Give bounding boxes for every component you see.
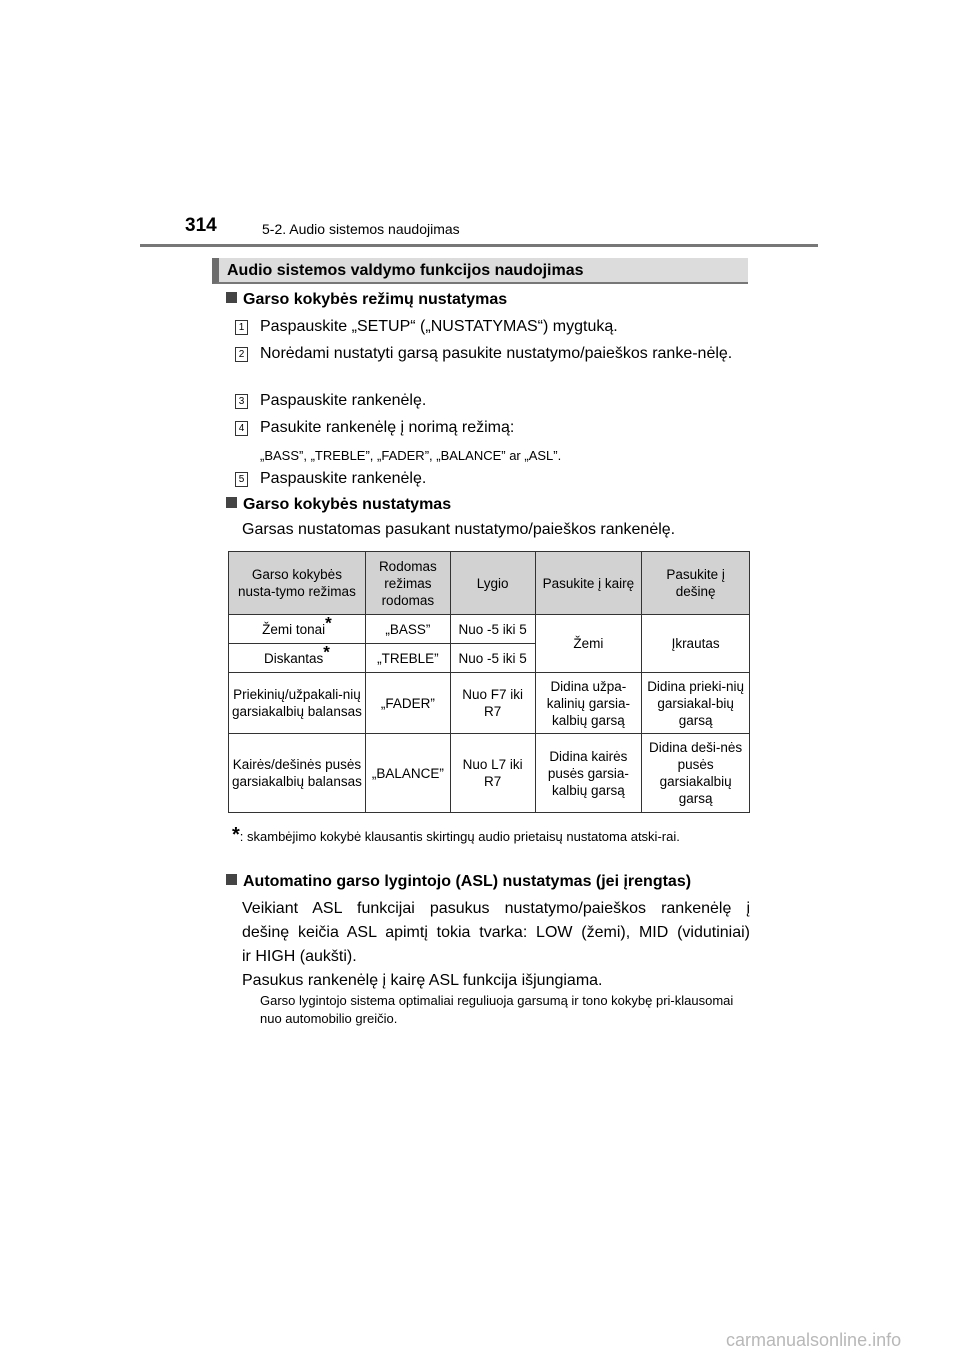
- table-cell: Žemi: [535, 615, 642, 673]
- table-cell: Nuo -5 iki 5: [450, 615, 535, 644]
- table-cell: [229, 615, 366, 644]
- square-bullet-icon: [226, 497, 237, 508]
- asl-line: dešinę keičia ASL apimtį tokia tvarka: LOW (žemi), MID (vidutiniai): [242, 924, 750, 941]
- table-cell: Didina prieki-nių garsiakal-bių garsą: [642, 673, 750, 734]
- step-text: Norėdami nustatyti garsą pasukite nustatymo/paieškos ranke-nėlę.: [260, 345, 733, 362]
- square-bullet-icon: [226, 292, 237, 303]
- asl-line: Pasukus rankenėlę į kairę ASL funkcija išjungiama.: [242, 972, 603, 989]
- table-header-cell: Rodomas režimas rodomas: [365, 552, 450, 615]
- table-row: [229, 615, 750, 644]
- table-cell: Nuo -5 iki 5: [450, 644, 535, 673]
- header-rule: [140, 244, 818, 247]
- footnote: [232, 826, 750, 846]
- step-text: Paspauskite „SETUP“ („NUSTATYMAS“) mygtuką.: [260, 318, 618, 335]
- footnote-star: *: [232, 824, 240, 846]
- page-number: 314: [185, 215, 217, 236]
- modes-note: „BASS”, „TREBLE”, „FADER”, „BALANCE” ar „ASL”.: [260, 448, 562, 463]
- asl-note: Garso lygintojo sistema optimaliai reguliuoja garsumą ir tono kokybę pri-klausomai nuo automobilio greičio.: [260, 993, 734, 1026]
- section-heading: 5-2. Audio sistemos naudojimas: [262, 221, 460, 237]
- step-text: Paspauskite rankenėlę.: [260, 470, 427, 487]
- step-number: 3: [235, 394, 248, 409]
- sound-quality-heading: [226, 496, 451, 514]
- table-cell: Nuo L7 iki R7: [450, 734, 535, 813]
- footnote-star: *: [323, 642, 330, 661]
- table-header-row: [229, 552, 750, 615]
- step-number: 2: [235, 347, 248, 362]
- square-bullet-icon: [226, 874, 237, 885]
- step-number: 4: [235, 421, 248, 436]
- asl-heading-text: Automatino garso lygintojo (ASL) nustatymas (jei įrengtas): [243, 873, 692, 890]
- mode-name: Žemi tonai: [262, 621, 326, 637]
- step-text: Paspauskite rankenėlę.: [260, 392, 427, 409]
- sound-mode-heading-text: Garso kokybės režimų nustatymas: [243, 291, 508, 308]
- footnote-star: *: [325, 613, 332, 632]
- table-row: [229, 734, 750, 813]
- sound-quality-text: Garsas nustatomas pasukant nustatymo/paieškos rankenėlę.: [242, 521, 676, 538]
- table-cell: „FADER”: [365, 673, 450, 734]
- table-cell: „BALANCE”: [365, 734, 450, 813]
- step-number: 5: [235, 472, 248, 487]
- asl-heading: [226, 873, 691, 891]
- section-band: [212, 258, 748, 284]
- table-cell: „TREBLE”: [365, 644, 450, 673]
- table-cell: Priekinių/užpakali-nių garsiakalbių balansas: [229, 673, 366, 734]
- section-band-title: Audio sistemos valdymo funkcijos naudojimas: [227, 262, 584, 279]
- table-cell: Didina deši-nės pusės garsiakalbių garsą: [642, 734, 750, 813]
- mode-name: Diskantas: [263, 650, 324, 666]
- table-cell: Įkrautas: [642, 615, 750, 673]
- asl-paragraph: [242, 897, 750, 993]
- sound-mode-heading: [226, 291, 507, 309]
- table-header-cell: Garso kokybės nusta-tymo režimas: [229, 552, 366, 615]
- table-cell: Kairės/dešinės pusės garsiakalbių balansas: [229, 734, 366, 813]
- table-header-cell: Pasukite į dešinę: [642, 552, 750, 615]
- table-cell: Nuo F7 iki R7: [450, 673, 535, 734]
- table-header-cell: Pasukite į kairę: [535, 552, 642, 615]
- asl-line: ir HIGH (aukšti).: [242, 948, 357, 965]
- step-text: Pasukite rankenėlę į norimą režimą:: [260, 419, 515, 436]
- sound-quality-heading-text: Garso kokybės nustatymas: [243, 496, 452, 513]
- table-cell: Didina kairės pusės garsia-kalbių garsą: [535, 734, 642, 813]
- footnote-text: : skambėjimo kokybė klausantis skirtingų audio prietaisų nustatoma atski-rai.: [239, 829, 680, 844]
- table-cell: Didina užpa-kalinių garsia-kalbių garsą: [535, 673, 642, 734]
- table-row: [229, 673, 750, 734]
- watermark: carmanualsonline.info: [726, 1330, 902, 1350]
- table-cell: „BASS”: [365, 615, 450, 644]
- table-cell: [229, 644, 366, 673]
- step-number: 1: [235, 320, 248, 335]
- table-header-cell: Lygio: [450, 552, 535, 615]
- asl-line: Veikiant ASL funkcijai pasukus nustatymo/paieškos rankenėlę į: [242, 900, 750, 917]
- sound-settings-table: [228, 551, 750, 813]
